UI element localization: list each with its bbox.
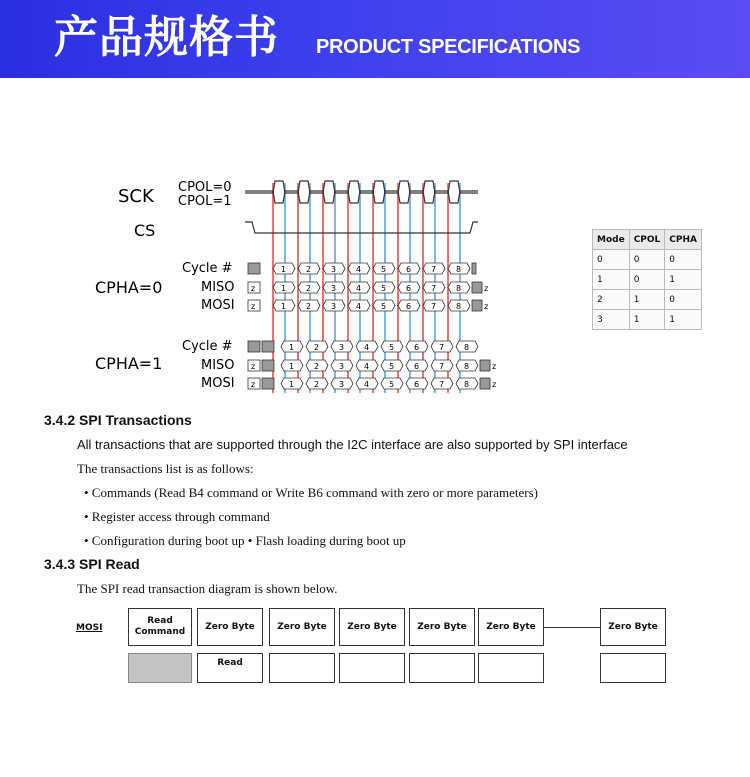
cpha1-mosi-cell-number: 1 — [289, 380, 295, 389]
cs-label: CS — [134, 221, 156, 240]
table-row — [593, 290, 702, 310]
table-row — [593, 310, 702, 330]
cpha1-mosi-cell-number: 2 — [314, 380, 320, 389]
table-cell: 1 — [593, 270, 630, 290]
cpha0-label: CPHA=0 — [95, 278, 163, 297]
spi-read-intro: The SPI read transaction diagram is shown below. — [77, 581, 338, 596]
cpha0-cycle-lead — [248, 263, 260, 274]
table-cell: 1 — [629, 290, 665, 310]
table-cell: 0 — [629, 250, 665, 270]
cpha0-miso-cell-number: 7 — [431, 284, 437, 293]
spi-read-diagram — [74, 605, 674, 667]
cpha1-miso-cell-number: 1 — [289, 362, 295, 371]
cpha0-mosi-cell-number: 7 — [431, 302, 437, 311]
spi-timing-diagram — [90, 175, 497, 395]
cpha1-cycle-cell-number: 4 — [364, 343, 370, 352]
cpha0-mosi-cell-number: 6 — [406, 302, 412, 311]
miso-byte-box — [600, 653, 666, 683]
cpha1-cycle-cell-number: 7 — [439, 343, 445, 352]
read-command-box: Read Command — [128, 608, 192, 646]
mosi-label-cpha1: MOSI — [201, 376, 235, 391]
section-heading-spi-transactions: 3.4.2 SPI Transactions — [44, 412, 192, 428]
zero-byte-box: Zero Byte — [409, 608, 475, 646]
cpha0-mosi-cell-number: 8 — [456, 302, 462, 311]
miso-label-cpha0: MISO — [201, 280, 235, 295]
miso-byte-box — [409, 653, 475, 683]
cpha1-cycle-cell-number: 8 — [464, 343, 470, 352]
banner-title-en: PRODUCT SPECIFICATIONS — [316, 36, 581, 58]
cpha0-mosi-cell-number: 2 — [306, 302, 312, 311]
cpha1-cycle-cell-number: 6 — [414, 343, 420, 352]
cpha1-miso-shift — [262, 360, 274, 371]
zero-byte-box: Zero Byte — [600, 608, 666, 646]
miso-idle-box — [128, 653, 192, 683]
table-cell: 0 — [629, 270, 665, 290]
mode-header: Mode — [593, 230, 630, 250]
cpha0-miso-cell-number: 2 — [306, 284, 312, 293]
cpha0-miso-z-lead: z — [251, 284, 256, 293]
table-cell: 0 — [665, 250, 702, 270]
spi-mode-table — [592, 229, 702, 330]
cpha0-miso-cell-number: 3 — [331, 284, 337, 293]
cpha1-cycle-shift — [262, 341, 274, 352]
cpha1-miso-cell-number: 7 — [439, 362, 445, 371]
sck-label: SCK — [118, 186, 154, 207]
cpha0-mosi-cell-number: 3 — [331, 302, 337, 311]
header-banner — [0, 0, 750, 78]
table-cell: 0 — [665, 290, 702, 310]
cpha1-mosi-z-lead: z — [251, 380, 256, 389]
spi-transactions-intro: All transactions that are supported through the I2C interface are also supported by SPI interface — [77, 437, 628, 452]
table-cell: 0 — [593, 250, 630, 270]
cpha1-miso-tail — [480, 360, 490, 371]
table-cell: 1 — [665, 310, 702, 330]
transactions-list-intro: The transactions list is as follows: — [77, 461, 254, 476]
cpha1-label: CPHA=1 — [95, 354, 163, 373]
cs-wave — [245, 222, 478, 233]
cpha0-miso-tail — [472, 282, 482, 293]
table-row — [593, 270, 702, 290]
miso-label-cpha1: MISO — [201, 358, 235, 373]
cpha0-cycle-cell-number: 3 — [331, 265, 337, 274]
read-partial-box: Read — [197, 653, 263, 683]
timing-diagram-svg — [90, 175, 497, 395]
cpha0-miso-cell-number: 1 — [281, 284, 287, 293]
cpha0-cycle-tail — [472, 263, 476, 274]
cpha1-cycle-cell-number: 3 — [339, 343, 345, 352]
miso-byte-box — [339, 653, 405, 683]
cpha0-cycle-cell-number: 4 — [356, 265, 362, 274]
cpha1-mosi-cell-number: 6 — [414, 380, 420, 389]
cpha1-mosi-cell-number: 8 — [464, 380, 470, 389]
cpol-header: CPOL — [629, 230, 665, 250]
mosi-label-cpha0: MOSI — [201, 298, 235, 313]
cpha1-miso-cell-number: 5 — [389, 362, 395, 371]
cpha1-miso-cell-number: 4 — [364, 362, 370, 371]
cpha1-cycle-lead — [248, 341, 260, 352]
list-item: • Commands (Read B4 command or Write B6 command with zero or more parameters) — [84, 485, 538, 500]
cpha1-miso-cell-number: 3 — [339, 362, 345, 371]
cycle-label-cpha0: Cycle # — [182, 261, 233, 276]
cpha0-mosi-z-tail: z — [484, 302, 489, 311]
cpha0-mosi-z-lead: z — [251, 302, 256, 311]
cpha1-mosi-cell-number: 5 — [389, 380, 395, 389]
cpha0-mosi-cell-number: 5 — [381, 302, 387, 311]
cpha0-cycle-cell-number: 2 — [306, 265, 312, 274]
cpha1-mosi-z-tail: z — [492, 380, 497, 389]
cpha0-cycle-cell-number: 8 — [456, 265, 462, 274]
cpha1-cycle-cell-number: 2 — [314, 343, 320, 352]
cpol0-label: CPOL=0 — [178, 180, 232, 195]
cpha1-mosi-shift — [262, 378, 274, 389]
miso-byte-box — [478, 653, 544, 683]
cycle-label-cpha1: Cycle # — [182, 339, 233, 354]
cpha1-mosi-cell-number: 4 — [364, 380, 370, 389]
zero-byte-box: Zero Byte — [197, 608, 263, 646]
mosi-row-label: MOSI — [76, 623, 103, 633]
zero-byte-box: Zero Byte — [478, 608, 544, 646]
zero-byte-box: Zero Byte — [339, 608, 405, 646]
cpha-header: CPHA — [665, 230, 702, 250]
cpha0-miso-cell-number: 8 — [456, 284, 462, 293]
zero-byte-box: Zero Byte — [269, 608, 335, 646]
cpha0-mosi-cell-number: 4 — [356, 302, 362, 311]
cpha0-mosi-tail — [472, 300, 482, 311]
cpha1-mosi-tail — [480, 378, 490, 389]
cpha1-miso-z-lead: z — [251, 362, 256, 371]
list-item: • Register access through command — [84, 509, 270, 524]
banner-title-cn: 产品规格书 — [54, 12, 279, 63]
cpha0-miso-cell-number: 4 — [356, 284, 362, 293]
cpha0-cycle-cell-number: 6 — [406, 265, 412, 274]
list-item: • Configuration during boot up • Flash loading during boot up — [84, 533, 406, 548]
table-cell: 1 — [665, 270, 702, 290]
cpha1-miso-cell-number: 2 — [314, 362, 320, 371]
mode-table-header-row — [593, 230, 702, 250]
cpol1-label: CPOL=1 — [178, 194, 232, 209]
cpha0-cycle-cell-number: 7 — [431, 265, 437, 274]
cpha0-cycle-cell-number: 1 — [281, 265, 287, 274]
cpha1-miso-cell-number: 6 — [414, 362, 420, 371]
timing-waveforms — [245, 181, 478, 233]
cpha1-mosi-cell-number: 7 — [439, 380, 445, 389]
table-cell: 1 — [629, 310, 665, 330]
table-cell: 2 — [593, 290, 630, 310]
continuation-line — [544, 627, 600, 628]
cpha1-miso-z-tail: z — [492, 362, 497, 371]
cpha1-cycle-cell-number: 1 — [289, 343, 295, 352]
cpha0-miso-z-tail: z — [484, 284, 489, 293]
cpha0-miso-cell-number: 5 — [381, 284, 387, 293]
miso-byte-box — [269, 653, 335, 683]
cpha0-cycle-cell-number: 5 — [381, 265, 387, 274]
cpha1-mosi-cell-number: 3 — [339, 380, 345, 389]
cpha1-cycle-cell-number: 5 — [389, 343, 395, 352]
cpha0-mosi-cell-number: 1 — [281, 302, 287, 311]
cpha0-miso-cell-number: 6 — [406, 284, 412, 293]
cpha1-miso-cell-number: 8 — [464, 362, 470, 371]
table-row — [593, 250, 702, 270]
section-heading-spi-read: 3.4.3 SPI Read — [44, 556, 140, 572]
table-cell: 3 — [593, 310, 630, 330]
